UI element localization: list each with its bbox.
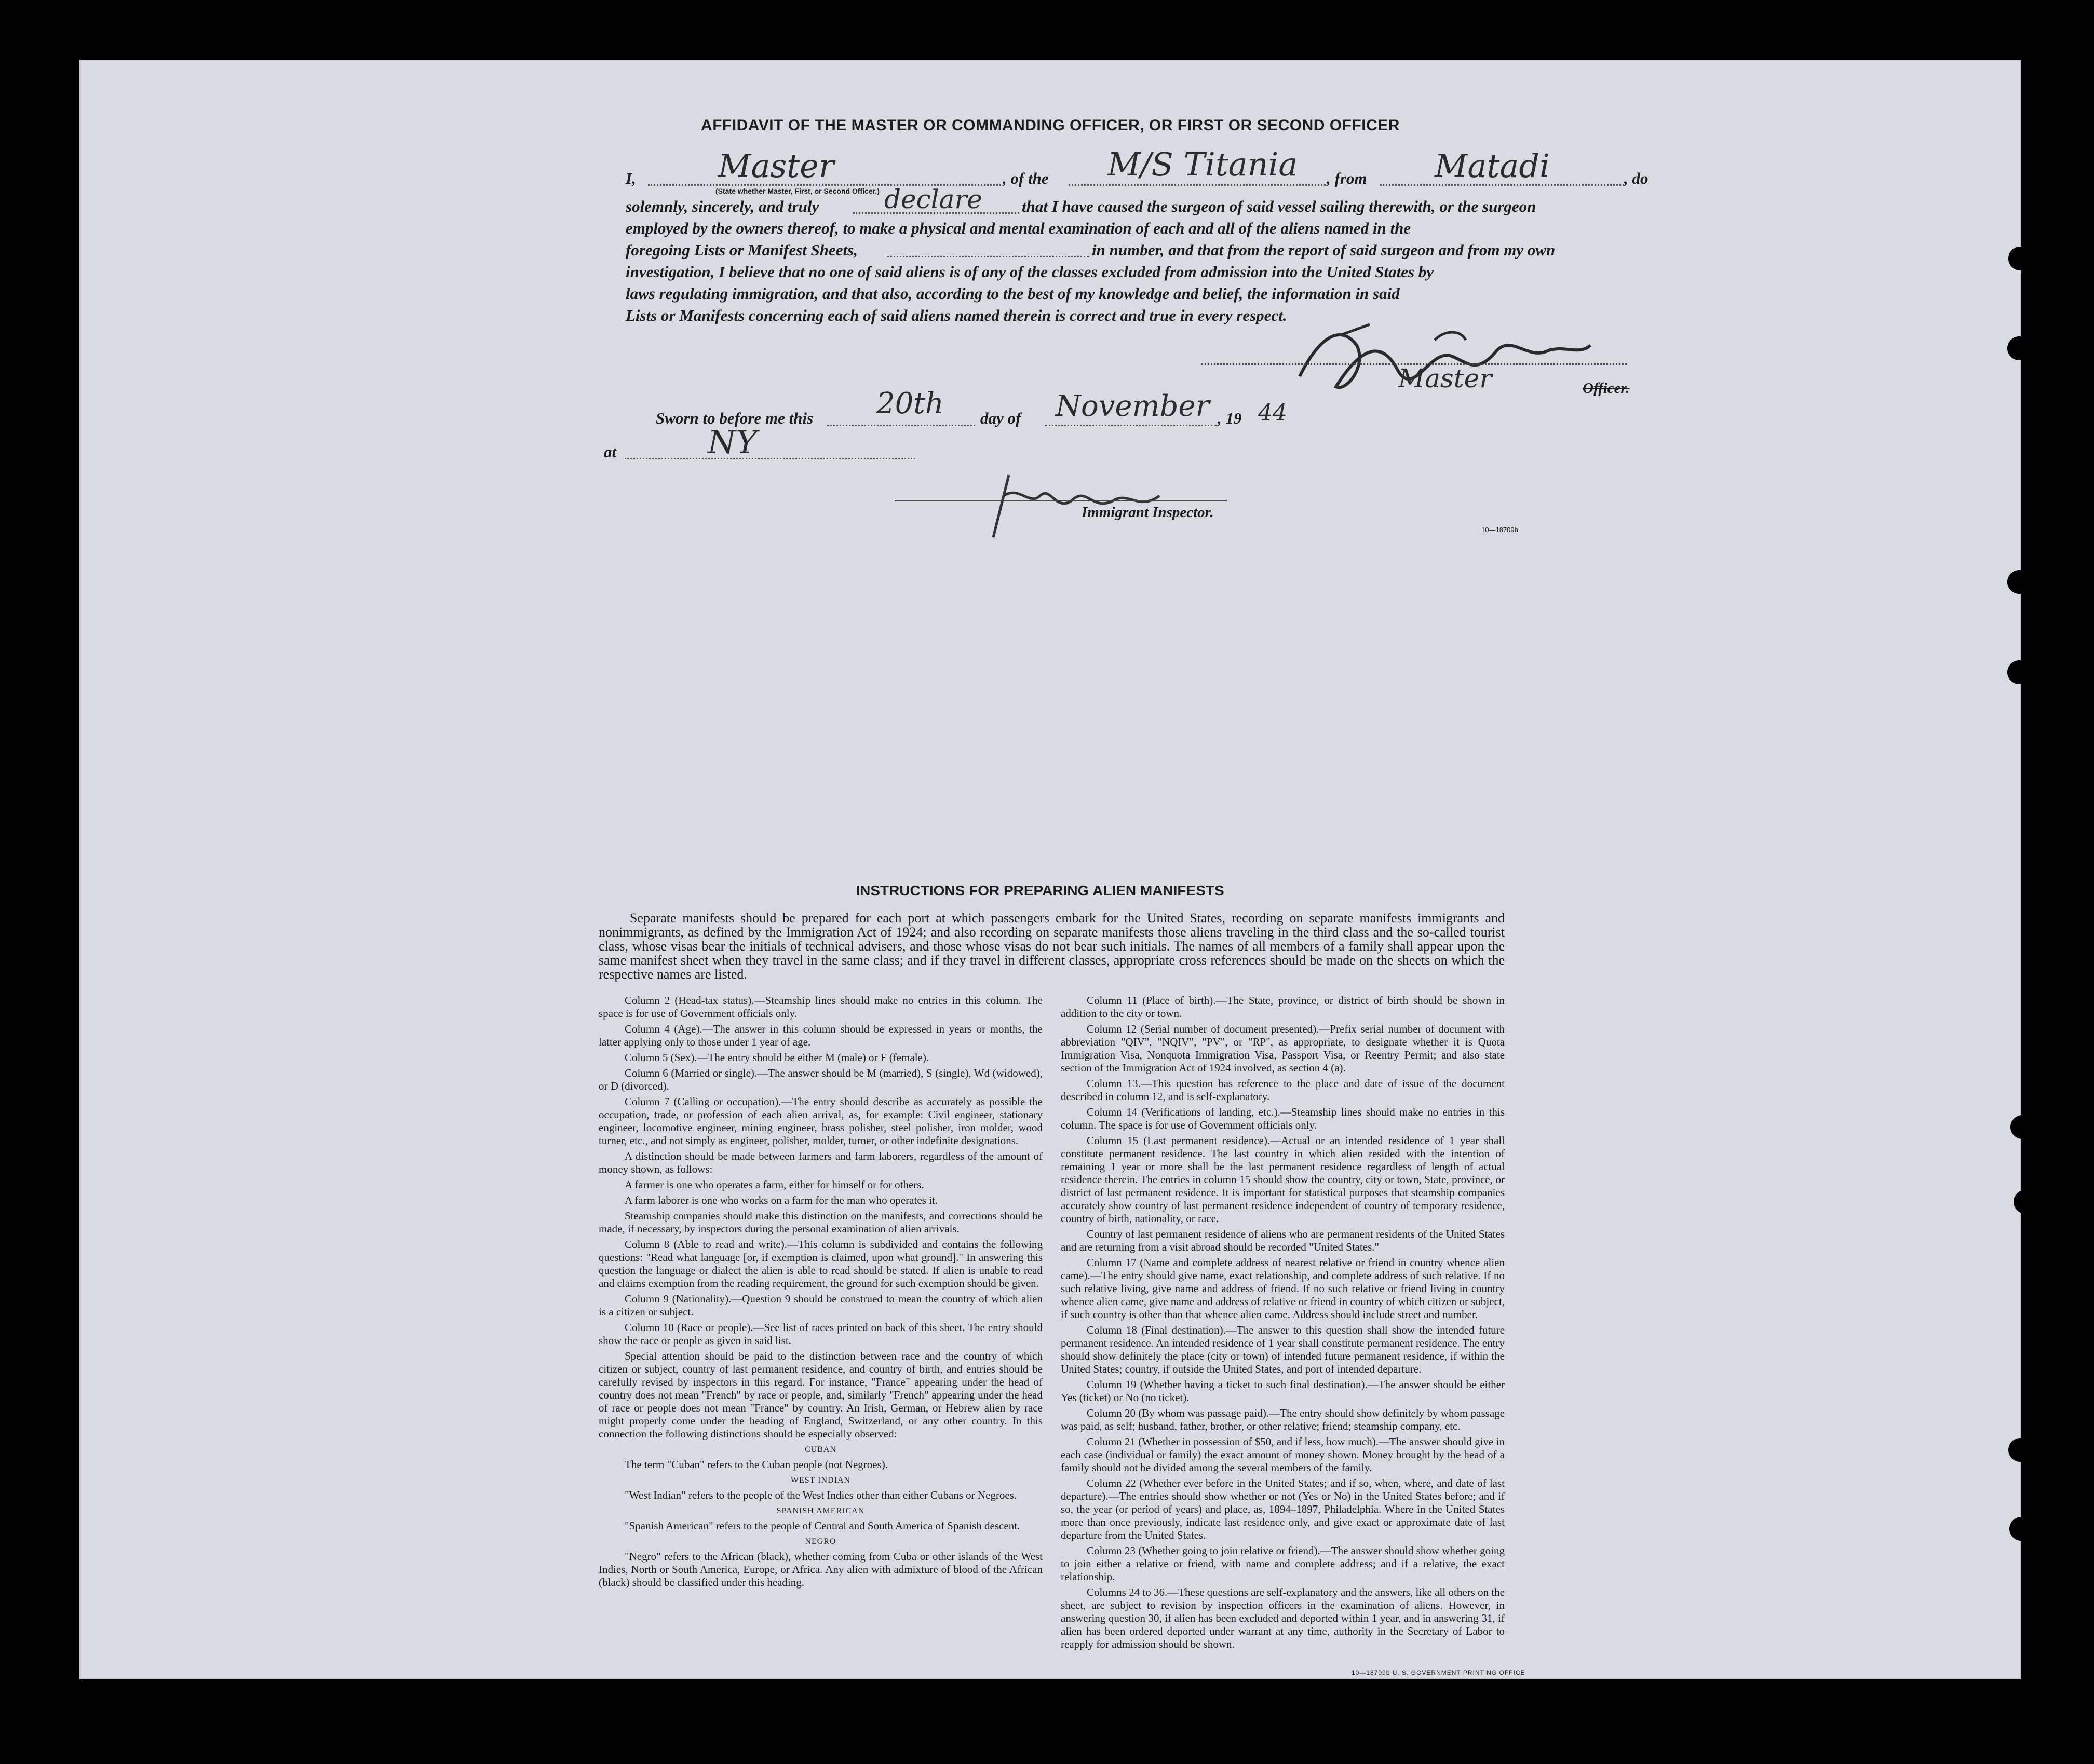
affidavit-line-7: Lists or Manifests concerning each of said aliens named therein is correct and true in every respect. [626,306,1287,324]
number-field-line [887,256,1089,257]
instruction-paragraph: Column 4 (Age).—The answer in this column should be expressed in years or months, the latter applying only to those under 1 year of age. [599,1023,1043,1048]
handwritten-place: NY [708,423,758,461]
affidavit-year-prefix: , 19 [1218,409,1242,427]
instruction-paragraph: A farm laborer is one who works on a farm for the man who operates it. [625,1194,938,1206]
instruction-paragraph: Steamship companies should make this distinction on the manifests, and corrections should be made, if necessary, by inspectors during the personal examination of alien arrivals. [599,1210,1043,1235]
affidavit-of-the: , of the [1003,169,1049,187]
punch-hole [2030,1108,2048,1126]
heading-west-indian: WEST INDIAN [790,1476,851,1485]
affidavit-line-6: laws regulating immigration, and that also, according to the best of my knowledge and belief, the information in said [626,284,1400,303]
form-number: 10—18709b [1481,526,1518,534]
punch-hole [2024,335,2042,352]
affidavit-solemnly: solemnly, sincerely, and truly [626,197,819,215]
punch-hole [2022,265,2040,282]
affidavit-inspector: Immigrant Inspector. [1082,504,1214,521]
instruction-paragraph: Country of last permanent residence of aliens who are permanent residents of the United States and are returning from a visit abroad should be recorded "United States." [1061,1228,1505,1253]
heading-cuban: CUBAN [804,1445,836,1454]
punch-hole [2029,1443,2047,1461]
punch-hole [2024,591,2042,608]
handwritten-vessel: M/S Titania [1107,145,1298,183]
instruction-paragraph: Column 5 (Sex).—The entry should be either M (male) or F (female). [625,1051,929,1064]
instructions-title: INSTRUCTIONS FOR PREPARING ALIEN MANIFESTS [856,883,1224,899]
punch-hole [2007,570,2031,594]
heading-negro: NEGRO [805,1537,836,1546]
instruction-paragraph: "West Indian" refers to the people of the West Indies other than either Cubans or Negroes. [625,1489,1017,1501]
inspector-signature-line [895,500,1227,501]
handwritten-declare: declare [884,184,982,214]
affidavit-do: , do [1624,169,1649,187]
handwritten-year: 44 [1258,400,1287,426]
affidavit-day-of: day of [980,409,1021,427]
rank-field-note: (State whether Master, First, or Second Officer.) [715,187,880,195]
month-field-line [1045,425,1217,426]
affidavit-sworn: Sworn to before me this [656,409,814,427]
instruction-paragraph: Column 11 (Place of birth).—The State, province, or district of birth should be shown in addition to the city or town. [1061,994,1505,1020]
handwritten-rank: Master [718,147,834,185]
instruction-paragraph: Column 18 (Final destination).—The answer to this question shall show the intended future permanent residence. An intended residence of 1 year shall constitute permanent residence. The entry should show definitely the place (city or town) of intended future permanent residence, if within the United States; country, if outside the United States, and port of intended departure. [1061,1324,1505,1375]
affidavit-caused: that I have caused the surgeon of said vessel sailing therewith, or the surgeon [1022,197,1536,215]
instruction-paragraph: Column 8 (Able to read and write).—This column is subdivided and contains the following questions: "Read what language [or, if exemption is claimed, upon what ground]." In answering this question the language or dialect the alien is able to read should be stated. If alien is unable to read and claims exemption from the reading requirement, the ground for such exemption should be given. [599,1238,1043,1290]
day-field-line [827,425,975,426]
affidavit-foregoing: foregoing Lists or Manifest Sheets, [626,241,858,259]
instruction-paragraph: Columns 24 to 36.—These questions are self-explanatory and the answers, like all others on the sheet, are subject to revision by inspection officers in the examination of aliens. However, in answering question 30, if alien has been excluded and deported within 1 year, and in answering 31, if alien has been ordered deported under warrant at any time, authority in the Secretary of Labor to reapply for admission should be shown. [1061,1586,1505,1650]
affidavit-line-5: investigation, I believe that no one of said aliens is of any of the classes excluded from admission into the United States by [626,263,1434,281]
affidavit-title: AFFIDAVIT OF THE MASTER OR COMMANDING OFFICER, OR FIRST OR SECOND OFFICER [701,117,1400,134]
instruction-paragraph: The term "Cuban" refers to the Cuban people (not Negroes). [625,1458,888,1471]
instruction-paragraph: Column 20 (By whom was passage paid).—The entry should show definitely by whom passage was paid, as self; husband, father, brother, or other relative; friend; steamship company, etc. [1061,1407,1505,1432]
affidavit-at: at [604,443,617,461]
instruction-paragraph: A distinction should be made between farmers and farm laborers, regardless of the amount of money shown, as follows: [599,1150,1043,1175]
affidavit-in-number: in number, and that from the report of said surgeon and from my own [1092,241,1556,259]
instruction-paragraph: Column 19 (Whether having a ticket to such final destination).—The answer should be either Yes (ticket) or No (no ticket). [1061,1378,1505,1404]
instruction-paragraph: Column 14 (Verifications of landing, etc.).—Steamship lines should make no entries in this column. The space is for use of Government officials only. [1061,1106,1505,1131]
punch-hole [2030,1520,2048,1538]
instruction-paragraph: Column 23 (Whether going to join relative or friend).—The answer should show whether going to join either a relative or friend, with name and complete address; and if a relative, the exact relationship. [1061,1544,1505,1583]
instruction-paragraph: Column 6 (Married or single).—The answer should be M (married), S (single), Wd (widowed), or D (divorced). [599,1067,1043,1092]
place-field-line [625,458,915,459]
instruction-paragraph: Column 9 (Nationality).—Question 9 should be construed to mean the country of which alien is a citizen or subject. [599,1293,1043,1318]
handwritten-month: November [1056,389,1210,423]
instruction-paragraph: Column 7 (Calling or occupation).—The entry should describe as accurately as possible the occupation, trade, or profession of each alien arrival, as, for example: Civil engineer, stationary engineer, locomotive engineer, mining engineer, brass polisher, steel polisher, iron molder, wood turner, etc., and not simply as engineer, polisher, molder, turner, or other indefinite designations. [599,1095,1043,1147]
handwritten-day: 20th [876,387,944,420]
affidavit-line-3: employed by the owners thereof, to make a physical and mental examination of each and all of the aliens named in the [626,219,1411,237]
instruction-paragraph: "Spanish American" refers to the people of Central and South America of Spanish descent. [625,1519,1020,1532]
instruction-paragraph: Column 10 (Race or people).—See list of races printed on back of this sheet. The entry should show the race or people as given in said list. [599,1321,1043,1347]
vessel-field-line [1069,184,1326,186]
affidavit-officer: Officer. [1583,380,1630,397]
handwritten-rank-2: Master [1398,363,1492,393]
instruction-paragraph: Column 17 (Name and complete address of nearest relative or friend in country whence alien came).—The entry should give name, exact relationship, and complete address of such relative. If no such relative living, give name and address of friend. If no such relative or friend living in country whence alien came, give name and address of relative or friend in country of which citizen or subject, if such country is other than that whence alien came. Address should include street and number. [1061,1256,1505,1321]
instruction-paragraph: Column 12 (Serial number of document presented).—Prefix serial number of document with abbreviation "QIV", "NQIV", "PV", or "RP", as appropriate, to designate whether it is Quota Immigration Visa, Nonquota Immigration Visa, Passport Visa, or Reentry Permit; and also state section of the Immigration Act of 1924 involved, as section 4 (a). [1061,1023,1505,1074]
instruction-paragraph: Special attention should be paid to the distinction between race and the country of which citizen or subject, country of last permanent residence, and country of birth, and entries should be carefully revised by inspectors in this regard. For instance, "France" appearing under the head of country does not mean "French" by race or people, and, similarly "French" appearing under the head of race or people does not mean "France" by country. An Irish, German, or Hebrew alien by race might properly come under the heading of England, Switzerland, or any other country. In this connection the following distinctions should be especially observed: [599,1350,1043,1440]
instructions-left-column [599,994,1043,1592]
punch-hole [2008,1438,2032,1462]
heading-spanish-american: SPANISH AMERICAN [776,1507,865,1515]
manifest-sheet [79,60,2021,1679]
instruction-paragraph: Column 15 (Last permanent residence).—Actual or an intended residence of 1 year shall constitute permanent residence. The last country in which alien resided with the intention of remaining 1 year or more shall be the last permanent residence regardless of length of actual residence therein. The entries in column 15 should show the country, city or town, State, province, or district of last permanent residence. It is important for statistical purposes that steamship companies accurately show country of last permanent residence independent of country of temporary residence, country of birth, nationality, or race. [1061,1134,1505,1225]
instruction-paragraph: Column 21 (Whether in possession of $50, and if less, how much).—The answer should give in each case (individual or family) the exact amount of money shown. Money brought by the head of a family should not be divided among the several members of the family. [1061,1435,1505,1474]
punch-hole [2025,667,2043,685]
instruction-paragraph: Column 2 (Head-tax status).—Steamship lines should make no entries in this column. The space is for use of Government officials only. [599,994,1043,1020]
instruction-paragraph: "Negro" refers to the African (black), whether coming from Cuba or other islands of the West Indies, North or South America, Europe, or Africa. Any alien with admixture of blood of the African (black) should be classified under this heading. [599,1550,1043,1589]
instruction-paragraph: A farmer is one who operates a farm, either for himself or for others. [625,1178,924,1191]
instruction-paragraph: Column 22 (Whether ever before in the United States; and if so, when, where, and date of last departure).—The entries should show whether or not (Yes or No) in the United States before; and if so, the year (or period of years) and place, as, 1894–1897, Philadelphia. Where in the United States more than once previously, indicate last residence only, and give exact or approximate date of last departure from the United States. [1061,1477,1505,1541]
instructions-intro: Separate manifests should be prepared for each port at which passengers embark for the United States, recording on separate manifests immigrants and nonimmigrants, as defined by the Immigration Act of 1924; and also recording on separate manifests those aliens traveling in the third class and the so-called tourist class, whose visas bear the initials of technical advisers, and those whose visas do not bear such initials. The names of all members of a family shall appear upon the same manifest sheet when they travel in the same class; and if they travel in different classes, appropriate cross references should be made on the sheets on which the respective names are listed. [599,911,1505,982]
instructions-right-column [1061,994,1505,1653]
affidavit-i: I, [626,169,636,187]
instruction-paragraph: Column 13.—This question has reference to the place and date of issue of the document described in column 12, and is self-explanatory. [1061,1077,1505,1103]
affidavit-from: , from [1327,169,1367,187]
printing-office-footer: 10—18709b U. S. GOVERNMENT PRINTING OFFICE [1352,1669,1525,1676]
handwritten-from-port: Matadi [1435,147,1550,185]
punch-hole [2026,1209,2044,1226]
